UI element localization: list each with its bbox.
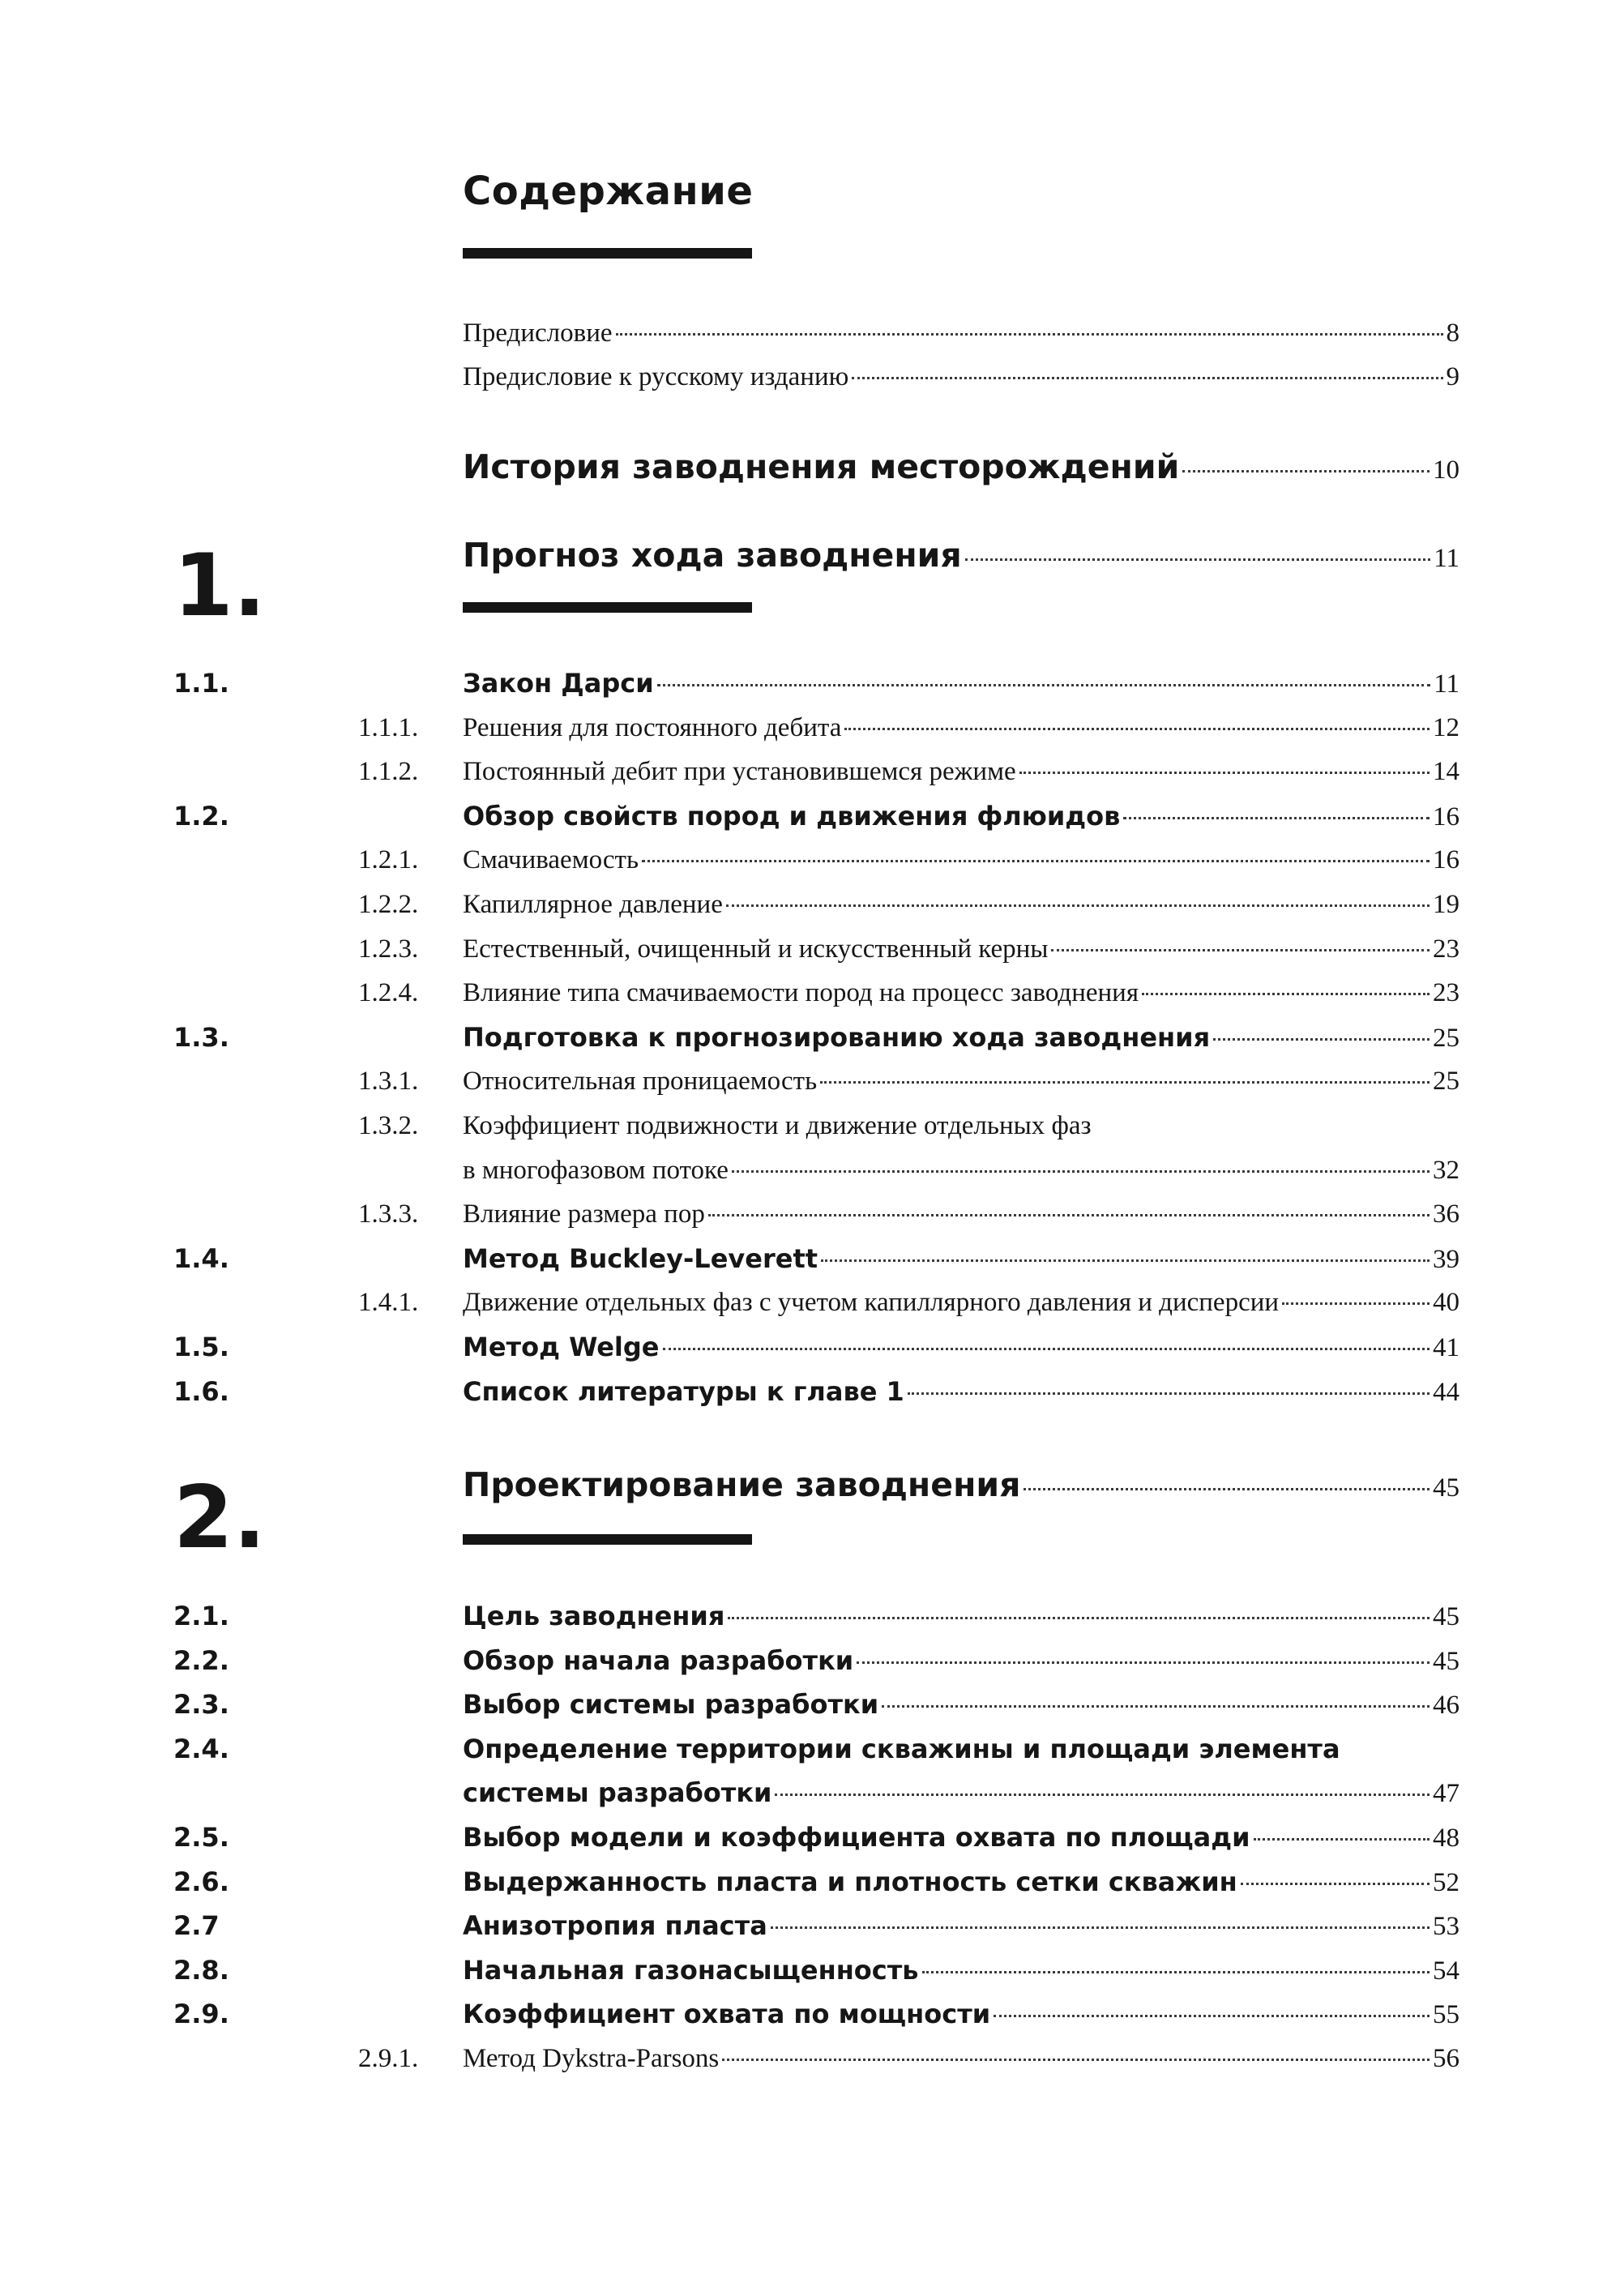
dot-leader — [616, 333, 1443, 336]
dot-leader — [1019, 772, 1430, 774]
toc-entry[interactable] — [463, 667, 1459, 700]
chapter-1-rule — [463, 602, 752, 613]
dot-leader — [657, 684, 1431, 686]
toc-entry-title: Метод Welge — [463, 1332, 660, 1362]
toc-entry-page: 48 — [1433, 1824, 1459, 1853]
chapter-2-rule — [463, 1534, 752, 1545]
toc-entry-number: 1.3.1. — [358, 1067, 419, 1097]
dot-leader — [922, 1971, 1430, 1973]
toc-entry-page: 39 — [1433, 1244, 1459, 1274]
dot-leader — [1213, 1038, 1430, 1041]
dot-leader — [1123, 817, 1430, 819]
chapter-2-number: 2. — [173, 1468, 267, 1567]
toc-entry-page: 10 — [1433, 455, 1459, 485]
toc-entry-title: Выдержанность пласта и плотность сетки скважин — [463, 1866, 1237, 1897]
toc-entry-page: 47 — [1433, 1779, 1459, 1809]
dot-leader — [1282, 1302, 1430, 1305]
toc-entry[interactable] — [463, 1375, 1459, 1409]
toc-entry-number: 2.5. — [173, 1822, 229, 1853]
toc-entry[interactable] — [463, 1777, 1459, 1810]
toc-entry-title: Смачиваемость — [463, 845, 639, 875]
toc-entry-number: 1.4.1. — [358, 1288, 419, 1318]
toc-entry-page: 52 — [1433, 1867, 1459, 1897]
toc-entry-title: системы разработки — [463, 1777, 772, 1809]
toc-entry[interactable] — [463, 977, 1459, 1009]
toc-entry-title: Обзор начала разработки — [463, 1644, 854, 1676]
toc-entry-title: в многофазовом потоке — [463, 1155, 729, 1185]
toc-entry-foreword[interactable] — [463, 317, 1459, 349]
toc-entry[interactable] — [463, 1286, 1459, 1319]
toc-entry-title: Цель заводнения — [463, 1601, 725, 1631]
dot-leader — [1254, 1838, 1430, 1841]
toc-entry-title: Определение территории скважины и площади элемента — [463, 1733, 1340, 1764]
toc-entry[interactable] — [463, 1331, 1459, 1364]
toc-entry-history[interactable] — [463, 447, 1459, 490]
toc-entry[interactable] — [463, 800, 1459, 833]
toc-entry-page: 44 — [1433, 1377, 1459, 1407]
toc-entry-page: 12 — [1433, 712, 1459, 742]
toc-entry-page: 46 — [1433, 1691, 1459, 1721]
toc-entry-number: 1.3.2. — [358, 1111, 419, 1140]
toc-entry[interactable] — [463, 1242, 1459, 1276]
toc-entry-number: 1.5. — [173, 1332, 229, 1362]
toc-entry-page: 45 — [1433, 1646, 1459, 1676]
toc-entry-page: 25 — [1433, 1067, 1459, 1097]
toc-entry-number: 1.3.3. — [358, 1199, 419, 1229]
toc-entry-page: 32 — [1433, 1155, 1459, 1185]
toc-entry-page: 36 — [1433, 1199, 1459, 1229]
toc-entry-page: 23 — [1433, 978, 1459, 1008]
toc-entry-page: 55 — [1433, 2000, 1459, 2030]
toc-entry-page: 11 — [1434, 669, 1459, 699]
toc-entry-foreword-ru[interactable] — [463, 361, 1459, 393]
toc-entry-title: Предисловие — [463, 319, 613, 348]
toc-entry-title: Список литературы к главе 1 — [463, 1375, 904, 1407]
toc-entry-number: 1.2.2. — [358, 890, 419, 919]
toc-entry-title: Закон Дарси — [463, 668, 654, 699]
dot-leader — [908, 1392, 1430, 1395]
toc-entry-page: 25 — [1433, 1023, 1459, 1053]
toc-entry-title: Коэффициент охвата по мощности — [463, 1999, 991, 2030]
toc-entry-title: Начальная газонасыщенность — [463, 1954, 919, 1986]
chapter-title: Проектирование заводнения — [463, 1465, 1021, 1504]
toc-entry-title: Капиллярное давление — [463, 890, 723, 919]
dot-leader — [732, 1170, 1430, 1173]
toc-entry-number: 1.2. — [173, 800, 229, 832]
toc-entry-page: 54 — [1433, 1956, 1459, 1986]
toc-entry-number: 2.8. — [173, 1954, 229, 1986]
toc-entry-title: Предисловие к русскому изданию — [463, 362, 849, 391]
toc-entry-page: 23 — [1433, 934, 1459, 964]
toc-entry-title: Подготовка к прогнозированию хода заводнения — [463, 1021, 1211, 1053]
dot-leader — [994, 2015, 1430, 2017]
dot-leader — [882, 1705, 1430, 1708]
toc-entry[interactable] — [463, 933, 1459, 965]
dot-leader — [1182, 470, 1430, 472]
toc-entry-title: Постоянный дебит при установившемся режиме — [463, 757, 1016, 787]
toc-entry[interactable] — [463, 755, 1459, 788]
toc-entry-title: Решения для постоянного дебита — [463, 712, 842, 742]
toc-entry-page: 45 — [1433, 1602, 1459, 1631]
toc-entry-page: 40 — [1433, 1288, 1459, 1318]
toc-entry-page: 19 — [1433, 890, 1459, 919]
toc-entry-title: Влияние размера пор — [463, 1199, 705, 1229]
page-title: Содержание — [463, 169, 754, 214]
toc-entry-page: 53 — [1433, 1912, 1459, 1942]
toc-entry-number: 1.3. — [173, 1021, 229, 1053]
toc-entry-title: Естественный, очищенный и искусственный керны — [463, 934, 1049, 964]
toc-entry-page: 45 — [1433, 1473, 1459, 1503]
toc-entry-page: 14 — [1433, 757, 1459, 787]
toc-entry[interactable] — [463, 1644, 1459, 1678]
toc-entry[interactable] — [463, 1866, 1459, 1899]
toc-entry[interactable] — [463, 1600, 1459, 1633]
toc-entry-number: 1.2.4. — [358, 978, 419, 1008]
title-rule — [463, 248, 752, 259]
toc-entry-number: 1.1.1. — [358, 712, 419, 742]
toc-entry-title: Выбор модели и коэффициента охвата по площади — [463, 1822, 1250, 1853]
toc-entry-page: 11 — [1434, 544, 1459, 573]
toc-entry-title: Движение отдельных фаз с учетом капиллярного давления и дисперсии — [463, 1288, 1280, 1318]
toc-entry[interactable] — [463, 1954, 1459, 1987]
toc-entry[interactable] — [463, 888, 1459, 921]
toc-entry-page: 9 — [1446, 362, 1459, 391]
toc-entry-title: Обзор свойств пород и движения флюидов — [463, 800, 1121, 832]
toc-entry[interactable] — [463, 1110, 1459, 1142]
dot-leader — [1051, 949, 1430, 951]
dot-leader — [1241, 1883, 1430, 1885]
toc-entry[interactable] — [463, 1733, 1459, 1765]
dot-leader — [771, 1926, 1430, 1929]
toc-entry[interactable] — [463, 1909, 1459, 1943]
toc-entry-number: 2.6. — [173, 1866, 229, 1897]
dot-leader — [775, 1794, 1430, 1796]
dot-leader — [820, 1081, 1430, 1084]
toc-entry-page: 16 — [1433, 845, 1459, 875]
toc-entry-number: 2.9.1. — [358, 2044, 419, 2073]
toc-entry-title: Относительная проницаемость — [463, 1067, 818, 1097]
dot-leader — [821, 1259, 1430, 1262]
toc-entry-number: 1.2.3. — [358, 934, 419, 964]
toc-entry-title: Метод Buckley-Leverett — [463, 1242, 818, 1274]
toc-entry-number: 1.6. — [173, 1375, 229, 1407]
chapter-title: Прогноз хода заводнения — [463, 536, 962, 575]
toc-entry-page: 41 — [1433, 1333, 1459, 1362]
toc-entry-number: 1.1.2. — [358, 757, 419, 787]
dot-leader — [722, 2059, 1430, 2061]
toc-entry-number: 2.3. — [173, 1689, 229, 1721]
dot-leader — [663, 1348, 1430, 1350]
toc-entry-title: Влияние типа смачиваемости пород на процесс заводнения — [463, 978, 1139, 1008]
toc-entry-page: 56 — [1433, 2044, 1459, 2073]
dot-leader — [726, 904, 1430, 907]
toc-entry-number: 2.4. — [173, 1733, 229, 1764]
toc-entry-number: 2.7 — [173, 1910, 220, 1942]
toc-entry-title: Коэффициент подвижности и движение отдельных фаз — [463, 1111, 1092, 1140]
dot-leader — [857, 1661, 1430, 1664]
toc-entry[interactable] — [463, 1821, 1459, 1854]
dot-leader — [728, 1617, 1430, 1619]
toc-entry[interactable] — [463, 1154, 1459, 1186]
dot-leader — [1142, 993, 1430, 995]
toc-entry[interactable] — [463, 1998, 1459, 2031]
toc-entry-number: 2.1. — [173, 1601, 229, 1631]
toc-entry-title: Метод Dykstra-Parsons — [463, 2044, 720, 2073]
dot-leader — [852, 377, 1442, 379]
dot-leader — [965, 558, 1430, 561]
toc-chapter-2[interactable] — [463, 1464, 1459, 1508]
toc-entry-title: Выбор системы разработки — [463, 1689, 879, 1721]
toc-entry[interactable] — [463, 2042, 1459, 2075]
toc-entry[interactable] — [463, 1688, 1459, 1721]
toc-chapter-1[interactable] — [463, 535, 1459, 579]
toc-entry-page: 16 — [1433, 802, 1459, 832]
toc-entry-number: 2.2. — [173, 1644, 229, 1676]
dot-leader — [708, 1214, 1430, 1216]
dot-leader — [1024, 1488, 1430, 1490]
toc-entry-number: 2.9. — [173, 1999, 229, 2030]
toc-entry[interactable] — [463, 844, 1459, 876]
toc-entry[interactable] — [463, 712, 1459, 744]
chapter-1-number: 1. — [173, 536, 267, 635]
toc-entry-number: 1.1. — [173, 668, 229, 699]
toc-entry[interactable] — [463, 1198, 1459, 1230]
toc-entry-number: 1.4. — [173, 1242, 229, 1274]
toc-entry-number: 1.2.1. — [358, 845, 419, 875]
dot-leader — [642, 860, 1430, 862]
toc-entry-page: 8 — [1446, 319, 1459, 348]
toc-entry[interactable] — [463, 1065, 1459, 1097]
toc-entry-title: Анизотропия пласта — [463, 1910, 767, 1942]
toc-entry-title: История заводнения месторождений — [463, 447, 1180, 486]
dot-leader — [844, 728, 1430, 730]
toc-entry[interactable] — [463, 1021, 1459, 1054]
